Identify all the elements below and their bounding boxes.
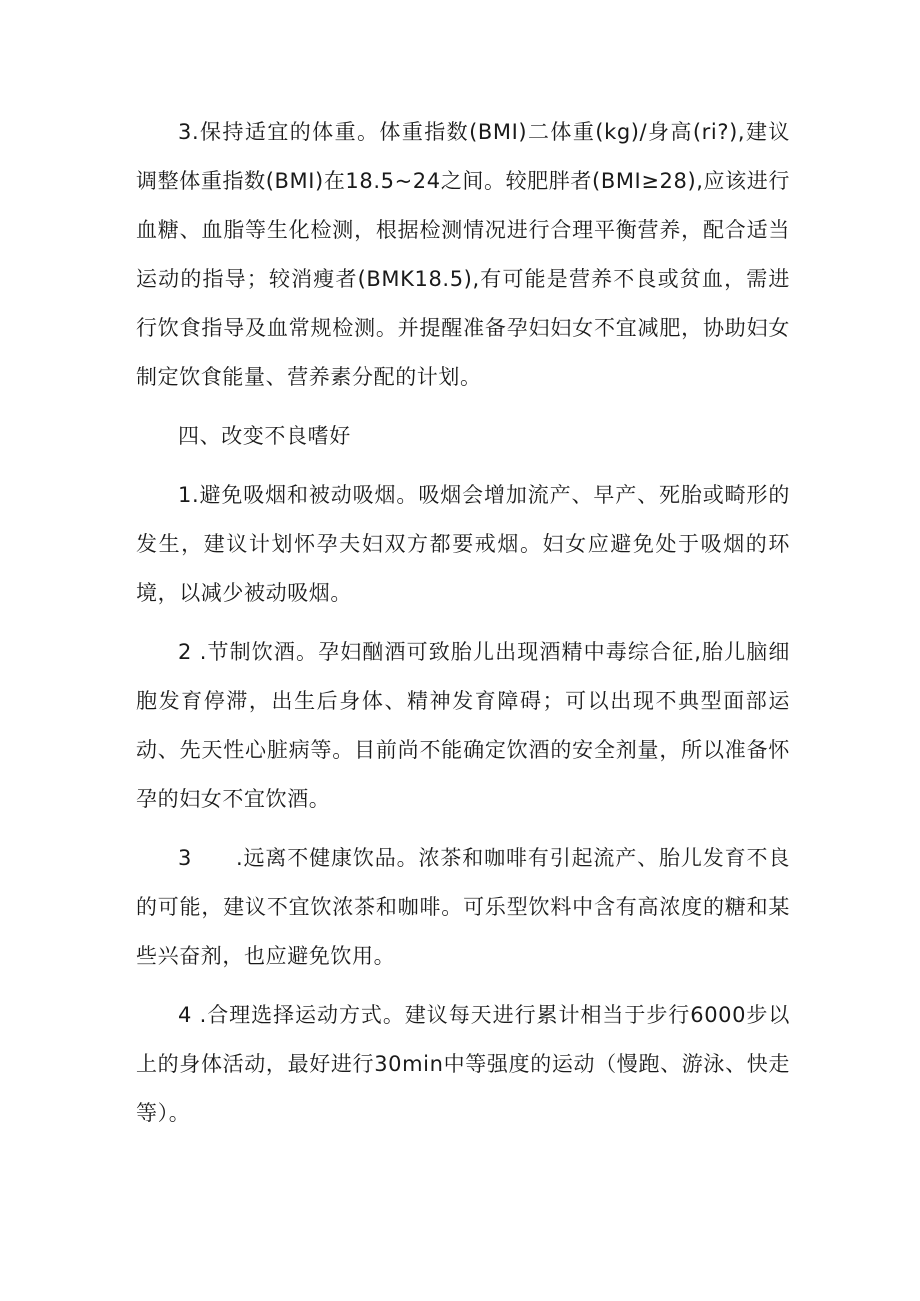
paragraph-drinking: 2 .节制饮酒。孕妇酗酒可致胎儿出现酒精中毒综合征,胎儿脑细胞发育停滞，出生后身体、精神发育障碍；可以出现不典型面部运动、先天性心脏病等。目前尚不能确定饮酒的安全剂量，所以准备怀孕的妇女不宜饮酒。 — [136, 640, 790, 811]
section-heading: 四、改变不良嗜好 — [178, 424, 351, 448]
paragraph-bmi: 3.保持适宜的体重。体重指数(BMI)二体重(kg)/身高(ri?),建议调整体重指数(BMI)在18.5~24之间。较肥胖者(BMI≥28),应该进行血糖、血脂等生化检测，根据检测情况进行合理平衡营养，配合适当运动的指导；较消瘦者(BMK18.5),有可能是营养不良或贫血，需进行饮食指导及血常规检测。并提醒准备孕妇妇女不宜减肥，协助妇女制定饮食能量、营养素分配的计划。 — [136, 120, 790, 389]
paragraph-smoking: 1.避免吸烟和被动吸烟。吸烟会增加流产、早产、死胎或畸形的发生，建议计划怀孕夫妇双方都要戒烟。妇女应避免处于吸烟的环境，以减少被动吸烟。 — [136, 483, 790, 605]
paragraph-drinks: 3 .远离不健康饮品。浓茶和咖啡有引起流产、胎儿发育不良的可能，建议不宜饮浓茶和咖啡。可乐型饮料中含有高浓度的糖和某些兴奋剂，也应避免饮用。 — [136, 846, 790, 968]
document-body — [136, 108, 790, 1148]
paragraph-exercise: 4 .合理选择运动方式。建议每天进行累计相当于步行6000步以上的身体活动，最好进行30min中等强度的运动（慢跑、游泳、快走等）。 — [136, 1003, 790, 1125]
